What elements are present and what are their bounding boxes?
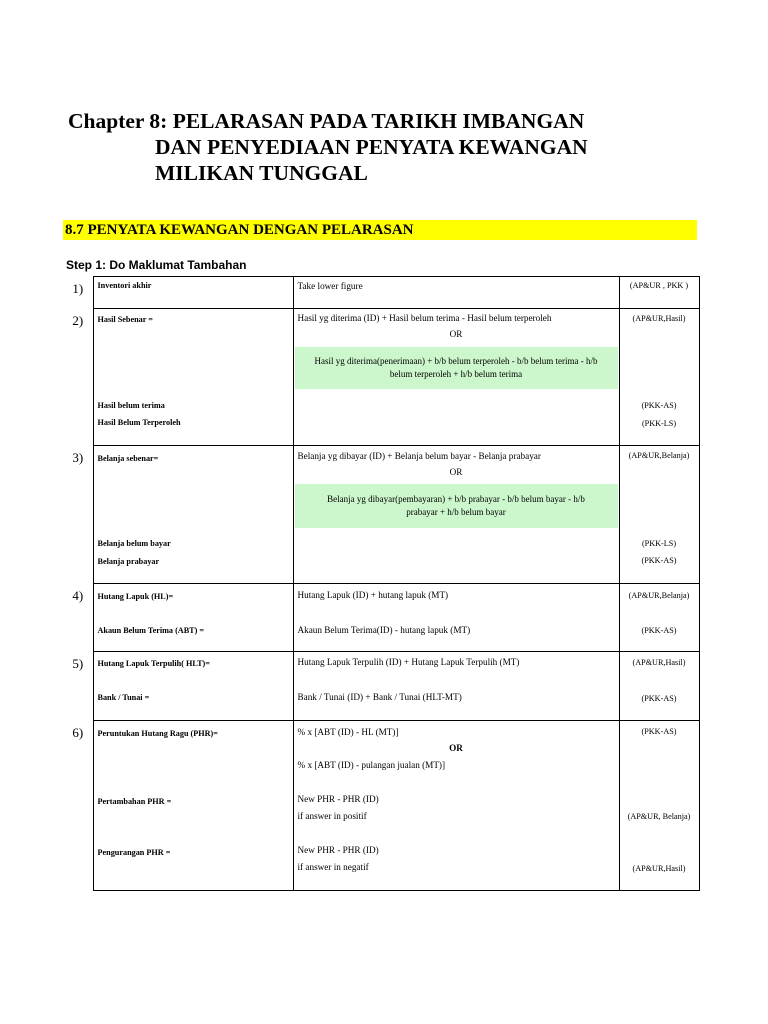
row-formula: Hasil yg diterima (ID) + Hasil belum terima - Hasil belum terperoleh xyxy=(297,313,552,323)
sub-reference: (PKK-AS) xyxy=(641,694,677,703)
table-row xyxy=(63,721,699,891)
table-row xyxy=(63,446,699,584)
table-row xyxy=(63,584,699,652)
row-label: Hasil Sebenar = xyxy=(97,315,153,324)
row-label: Hutang Lapuk Terpulih( HLT)= xyxy=(97,659,210,668)
adjustments-table xyxy=(63,276,700,891)
sub-note: if answer in positif xyxy=(297,811,367,821)
row-label: Inventori akhir xyxy=(97,281,152,290)
title-line-1: Chapter 8: PELARASAN PADA TARIKH IMBANGAN xyxy=(68,109,585,133)
sub-reference: (PKK-LS) xyxy=(641,539,677,548)
sub-formula: Akaun Belum Terima(ID) - hutang lapuk (MT) xyxy=(297,625,471,635)
table-row xyxy=(63,652,699,721)
sub-reference: (PKK-AS) xyxy=(641,401,677,410)
row-reference: (AP&UR , PKK ) xyxy=(629,281,689,290)
row-formula: Hutang Lapuk (ID) + hutang lapuk (MT) xyxy=(297,590,449,600)
row-number: 4) xyxy=(72,587,84,603)
row-number: 6) xyxy=(72,724,84,740)
sub-formula: Bank / Tunai (ID) + Bank / Tunai (HLT-MT) xyxy=(297,692,462,702)
sub-reference: (AP&UR, Belanja) xyxy=(627,812,691,821)
sub-formula: New PHR - PHR (ID) xyxy=(297,845,379,855)
row-reference: (AP&UR,Belanja) xyxy=(628,451,690,460)
sub-label: Hasil belum terima xyxy=(97,401,165,410)
row-number: 1) xyxy=(72,280,84,296)
sub-label: Belanja prabayar xyxy=(97,557,160,566)
row-number: 2) xyxy=(72,312,84,328)
or-text: OR xyxy=(449,743,463,753)
row-number: 3) xyxy=(72,449,84,465)
title-line-3: MILIKAN TUNGGAL xyxy=(155,161,368,185)
row-number: 5) xyxy=(72,655,84,671)
sub-reference: (PKK-LS) xyxy=(641,419,677,428)
row-formula: Take lower figure xyxy=(297,281,363,291)
sub-label: Akaun Belum Terima (ABT) = xyxy=(97,626,205,635)
alternative-formula-box: Belanja yg dibayar(pembayaran) + b/b prabayar - b/b belum bayar - h/b prabayar + h/b belum bayar xyxy=(295,484,618,528)
alternative-formula-box: Hasil yg diterima(penerimaan) + b/b belum terperoleh - b/b belum terima - h/b belum terperoleh + h/b belum terima xyxy=(295,347,618,389)
row-reference: (AP&UR,Hasil) xyxy=(632,658,686,667)
row-reference: (AP&UR,Hasil) xyxy=(632,314,686,323)
step-heading: Step 1: Do Maklumat Tambahan xyxy=(66,258,247,272)
sub-reference: (PKK-AS) xyxy=(641,556,677,565)
row-label: Peruntukan Hutang Ragu (PHR)= xyxy=(97,729,218,738)
sub-label: Bank / Tunai = xyxy=(97,693,150,702)
or-text: OR xyxy=(449,467,463,477)
title-line-2: DAN PENYEDIAAN PENYATA KEWANGAN xyxy=(155,135,588,159)
sub-label: Pengurangan PHR = xyxy=(97,848,171,857)
row-reference: (PKK-AS) xyxy=(641,727,677,736)
table-row xyxy=(63,277,699,309)
row-label: Hutang Lapuk (HL)= xyxy=(97,592,174,601)
row-formula-alt: % x [ABT (ID) - pulangan jualan (MT)] xyxy=(297,760,446,770)
row-formula: Belanja yg dibayar (ID) + Belanja belum bayar - Belanja prabayar xyxy=(297,451,541,461)
sub-label: Belanja belum bayar xyxy=(97,539,171,548)
sub-reference: (AP&UR,Hasil) xyxy=(632,864,686,873)
sub-reference: (PKK-AS) xyxy=(641,626,677,635)
section-heading: 8.7 PENYATA KEWANGAN DENGAN PELARASAN xyxy=(63,220,697,240)
row-formula: % x [ABT (ID) - HL (MT)] xyxy=(297,727,399,737)
or-text: OR xyxy=(449,329,463,339)
table-row xyxy=(63,309,699,446)
sub-note: if answer in negatif xyxy=(297,862,369,872)
row-formula: Hutang Lapuk Terpulih (ID) + Hutang Lapuk Terpulih (MT) xyxy=(297,657,520,667)
row-label: Belanja sebenar= xyxy=(97,454,159,463)
row-reference: (AP&UR,Belanja) xyxy=(628,591,690,600)
sub-label: Hasil Belum Terperoleh xyxy=(97,418,181,427)
sub-formula: New PHR - PHR (ID) xyxy=(297,794,379,804)
sub-label: Pertambahan PHR = xyxy=(97,797,172,806)
chapter-title xyxy=(68,108,588,186)
